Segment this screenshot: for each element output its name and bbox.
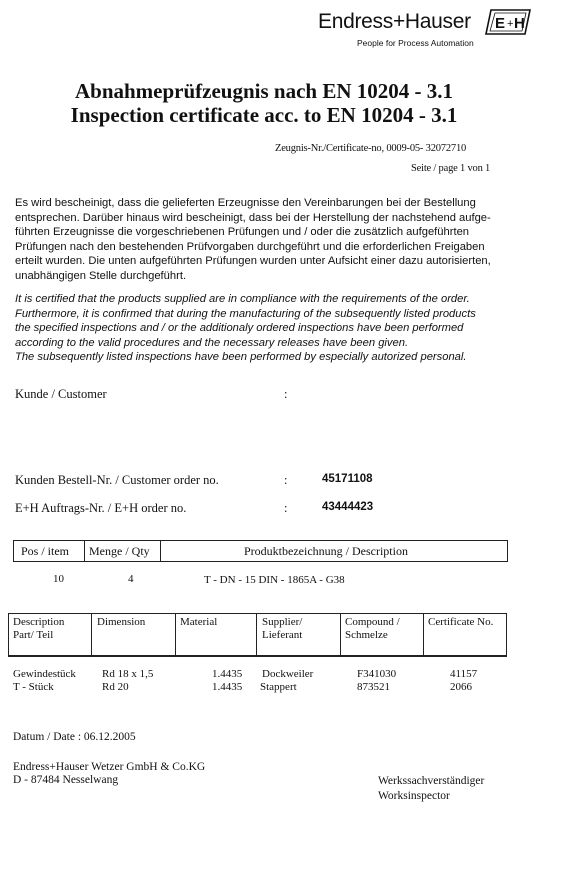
supplier-header: Supplier/ Lieferant: [262, 616, 303, 641]
material-row-part: T - Stück: [13, 681, 54, 693]
description-part-header: Description Part/ Teil: [13, 616, 65, 641]
svg-text:H: H: [514, 15, 525, 32]
position-row-description: T - DN - 15 DIN - 1865A - G38: [204, 574, 345, 586]
inspector-title-german: Werkssachverständiger: [378, 775, 485, 787]
certificate-number: Zeugnis-Nr./Certificate-no, 0009-05- 32072710: [275, 143, 467, 154]
material-row-certificate: 41157: [450, 668, 478, 680]
certificate-header: Certificate No.: [428, 616, 494, 628]
material-row-compound: 873521: [357, 681, 390, 693]
position-row-pos: 10: [53, 573, 64, 585]
eh-order-colon: :: [284, 501, 288, 515]
customer-order-value: 45171108: [322, 473, 373, 485]
statement-english: It is certified that the products supplied are in compliance with the requirements of the order. Furthermore, it is confirmed that during the manufacturing of the subsequently listed products the specified inspections and / or the additionaly ordered inspections have been performed according to the valid procedures and the necessary releases have been given. The subsequently listed inspections have been performed by especially autorized personal.: [15, 293, 476, 364]
description-header: Produktbezeichnung / Description: [244, 544, 408, 558]
customer-colon: :: [284, 387, 288, 401]
issuer-company: Endress+Hauser Wetzer GmbH & Co.KG: [13, 761, 206, 773]
svg-text:+: +: [507, 18, 514, 30]
customer-order-colon: :: [284, 473, 288, 487]
title-english: Inspection certificate acc. to EN 10204 - 3.1: [70, 103, 458, 127]
material-row-supplier: Dockweiler: [262, 668, 314, 680]
position-row-qty: 4: [128, 573, 134, 585]
compound-header: Compound / Schmelze: [345, 616, 400, 641]
position-table-header: [13, 540, 508, 562]
material-row-dimension: Rd 20: [102, 681, 129, 693]
material-row-dimension: Rd 18 x 1,5: [102, 668, 154, 680]
material-row-supplier: Stappert: [260, 681, 297, 693]
title-german: Abnahmeprüfzeugnis nach EN 10204 - 3.1: [74, 79, 454, 103]
material-header: Material: [180, 616, 218, 628]
brand-tagline: People for Process Automation: [357, 38, 474, 48]
page-number: Seite / page 1 von 1: [411, 163, 491, 174]
statement-german: Es wird bescheinigt, dass die gelieferten Erzeugnisse den Vereinbarungen bei der Bestellung entsprechen. Darüber hinaus wird bescheinigt, dass bei der Herstellung der nachstehend aufge- führten Erzeugnisse die vorgeschriebenen Prüfungen und / oder die zusätzlich aufgeführten Prüfungen nach den bestehenden Prüfvorgaben durchgeführt und die erforderlichen Freigaben erteilt wurden. Die unten aufgeführten Prüfungen wurden unter Aufsicht einer dazu autorisierten, unabhängigen Stelle durchgeführt.: [15, 197, 491, 282]
pos-header: Pos / item: [21, 544, 70, 558]
customer-label: Kunde / Customer: [15, 387, 107, 401]
svg-text:E: E: [495, 15, 506, 32]
customer-order-label: Kunden Bestell-Nr. / Customer order no.: [15, 473, 219, 487]
qty-header: Menge / Qty: [89, 544, 150, 558]
material-table-header: [8, 613, 507, 657]
eh-order-value: 43444423: [322, 501, 374, 513]
issue-date: Datum / Date : 06.12.2005: [13, 731, 136, 743]
material-row-material: 1.4435: [212, 681, 243, 693]
material-row-compound: F341030: [357, 668, 397, 680]
material-row-part: Gewindestück: [13, 668, 76, 680]
material-row-material: 1.4435: [212, 668, 243, 680]
issuer-address: D - 87484 Nesselwang: [13, 774, 119, 786]
eh-order-label: E+H Auftrags-Nr. / E+H order no.: [15, 501, 187, 515]
dimension-header: Dimension: [97, 616, 146, 628]
eh-logo-icon: [485, 9, 531, 35]
brand-name: Endress+Hauser: [318, 10, 471, 33]
material-row-certificate: 2066: [450, 681, 472, 693]
inspector-title-english: Worksinspector: [378, 790, 450, 802]
